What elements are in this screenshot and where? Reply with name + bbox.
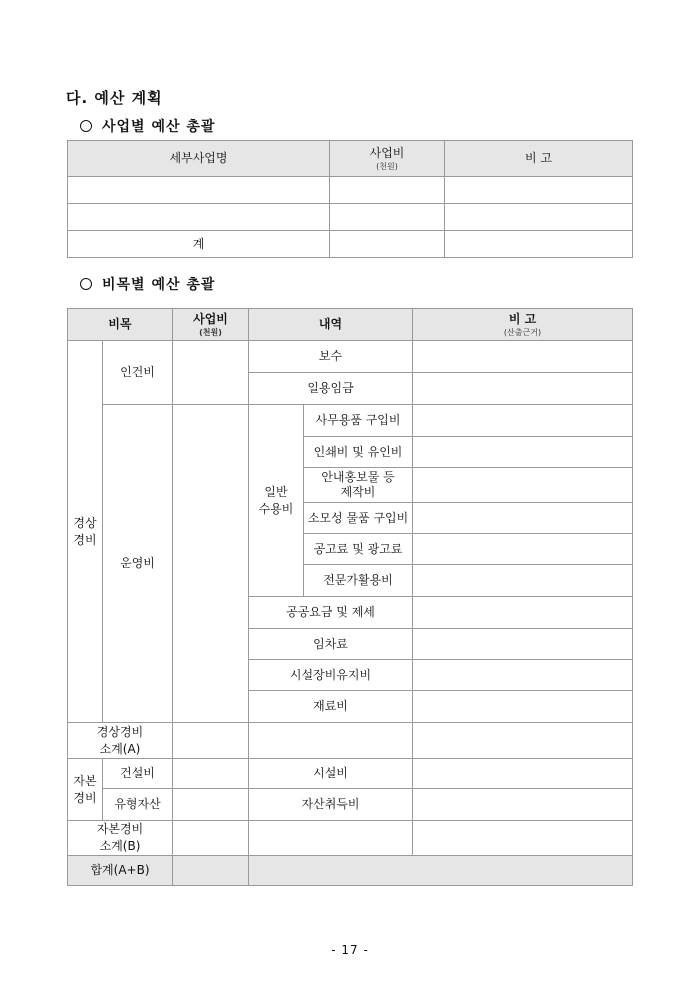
current-expense-label: 경상 경비 bbox=[68, 341, 103, 723]
detail-item: 임차료 bbox=[249, 629, 413, 660]
circle-bullet-icon bbox=[80, 278, 92, 290]
circle-bullet-icon bbox=[80, 120, 92, 132]
table-cell[interactable] bbox=[330, 231, 445, 258]
table-cell[interactable] bbox=[445, 231, 633, 258]
table-cell[interactable] bbox=[68, 204, 330, 231]
detail-item: 전문가활용비 bbox=[304, 565, 413, 597]
summary1-heading bbox=[80, 116, 215, 136]
detail-cell[interactable] bbox=[249, 821, 413, 856]
personnel-label: 인건비 bbox=[103, 341, 173, 405]
header-item: 비목 bbox=[68, 309, 173, 341]
detail-item: 재료비 bbox=[249, 691, 413, 723]
category-budget-table bbox=[67, 308, 633, 886]
section-title: 다. 예산 계획 bbox=[66, 89, 163, 107]
note-cell[interactable] bbox=[413, 565, 633, 597]
capital-subtotal-label: 자본경비 소계(B) bbox=[68, 821, 173, 856]
current-subtotal-label: 경상경비 소계(A) bbox=[68, 723, 173, 759]
note-cell[interactable] bbox=[413, 759, 633, 789]
subtotal-cost-cell[interactable] bbox=[173, 821, 249, 856]
construction-label: 건설비 bbox=[103, 759, 173, 789]
note-cell[interactable] bbox=[413, 723, 633, 759]
tangible-cost-cell[interactable] bbox=[173, 789, 249, 821]
note-cell[interactable] bbox=[413, 660, 633, 691]
general-supplies-label: 일반 수용비 bbox=[249, 405, 304, 597]
header-detail: 내역 bbox=[249, 309, 413, 341]
detail-item: 인쇄비 및 유인비 bbox=[304, 437, 413, 468]
header-note: 비 고 bbox=[445, 141, 633, 177]
table-cell[interactable] bbox=[330, 177, 445, 204]
detail-cell[interactable] bbox=[249, 723, 413, 759]
note-cell[interactable] bbox=[413, 468, 633, 503]
table-cell[interactable] bbox=[330, 204, 445, 231]
note-cell[interactable] bbox=[413, 597, 633, 629]
table-cell[interactable] bbox=[445, 204, 633, 231]
note-cell[interactable] bbox=[413, 341, 633, 373]
detail-item: 시설장비유지비 bbox=[249, 660, 413, 691]
header-cost: 사업비 (천원) bbox=[173, 309, 249, 341]
subtotal-cost-cell[interactable] bbox=[173, 723, 249, 759]
header-note: 비 고 (산출근거) bbox=[413, 309, 633, 341]
business-budget-table bbox=[67, 140, 633, 258]
personnel-cost-cell[interactable] bbox=[173, 341, 249, 405]
detail-item: 일용임금 bbox=[249, 373, 413, 405]
operating-label: 운영비 bbox=[103, 405, 173, 723]
header-business-name: 세부사업명 bbox=[68, 141, 330, 177]
detail-item: 안내홍보물 등 제작비 bbox=[304, 468, 413, 503]
header-cost: 사업비 (천원) bbox=[330, 141, 445, 177]
tangible-asset-label: 유형자산 bbox=[103, 789, 173, 821]
construction-cost-cell[interactable] bbox=[173, 759, 249, 789]
operating-cost-cell[interactable] bbox=[173, 405, 249, 723]
table-cell[interactable] bbox=[445, 177, 633, 204]
grand-total-detail-cell[interactable] bbox=[249, 856, 633, 886]
summary2-heading bbox=[80, 274, 215, 294]
page-number: - 17 - bbox=[331, 943, 369, 957]
note-cell[interactable] bbox=[413, 789, 633, 821]
detail-item: 자산취득비 bbox=[249, 789, 413, 821]
table-cell[interactable] bbox=[68, 177, 330, 204]
grand-total-cost-cell[interactable] bbox=[173, 856, 249, 886]
note-cell[interactable] bbox=[413, 534, 633, 565]
note-cell[interactable] bbox=[413, 437, 633, 468]
detail-item: 공공요금 및 제세 bbox=[249, 597, 413, 629]
note-cell[interactable] bbox=[413, 691, 633, 723]
note-cell[interactable] bbox=[413, 373, 633, 405]
detail-item: 소모성 물품 구입비 bbox=[304, 503, 413, 534]
note-cell[interactable] bbox=[413, 405, 633, 437]
detail-item: 시설비 bbox=[249, 759, 413, 789]
note-cell[interactable] bbox=[413, 821, 633, 856]
detail-item: 사무용품 구입비 bbox=[304, 405, 413, 437]
capital-expense-label: 자본 경비 bbox=[68, 759, 103, 821]
note-cell[interactable] bbox=[413, 629, 633, 660]
detail-item: 보수 bbox=[249, 341, 413, 373]
grand-total-label: 합계(A+B) bbox=[68, 856, 173, 886]
summary1-title: 사업별 예산 총괄 bbox=[102, 119, 216, 135]
note-cell[interactable] bbox=[413, 503, 633, 534]
summary2-title: 비목별 예산 총괄 bbox=[102, 277, 216, 293]
detail-item: 공고료 및 광고료 bbox=[304, 534, 413, 565]
total-label: 계 bbox=[68, 231, 330, 258]
